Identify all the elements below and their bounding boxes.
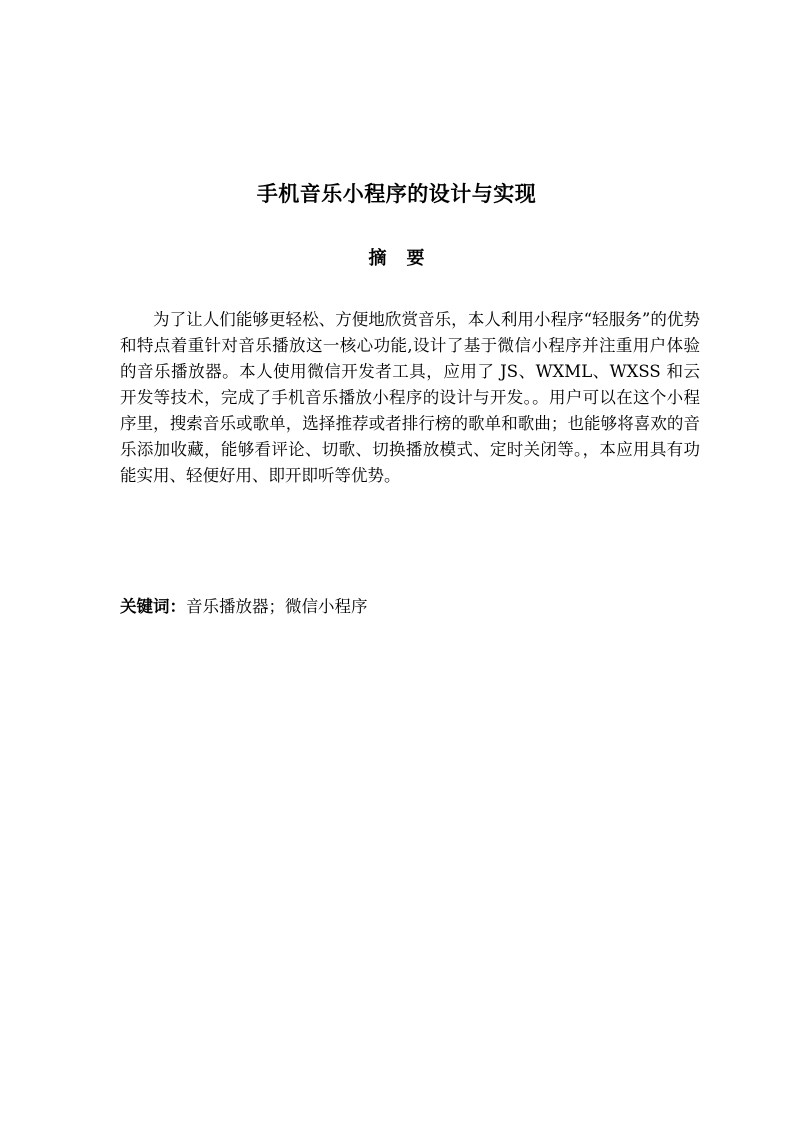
- document-title: 手机音乐小程序的设计与实现: [256, 182, 537, 206]
- abstract-paragraph: 为了让人们能够更轻松、方便地欣赏音乐，本人利用小程序“轻服务”的优势和特点着重针对音乐播放这一核心功能,设计了基于微信小程序并注重用户体验的音乐播放器。本人使用微信开发者工具，应用了 JS、WXML、WXSS 和云开发等技术，完成了手机音乐播放小程序的设计与开发。。用户可以在这个小程序里，搜索音乐或歌单，选择推荐或者排行榜的歌单和歌曲；也能够将喜欢的音乐添加收藏，能够看评论、切歌、切换播放模式、定时关闭等。，本应用具有功能实用、轻便好用、即开即听等优势。: [120, 309, 700, 485]
- keywords-line: [120, 594, 700, 620]
- abstract-heading: 摘要: [368, 248, 445, 269]
- keywords-value: 音乐播放器；微信小程序: [186, 597, 368, 616]
- keywords-label: 关键词：: [120, 597, 186, 616]
